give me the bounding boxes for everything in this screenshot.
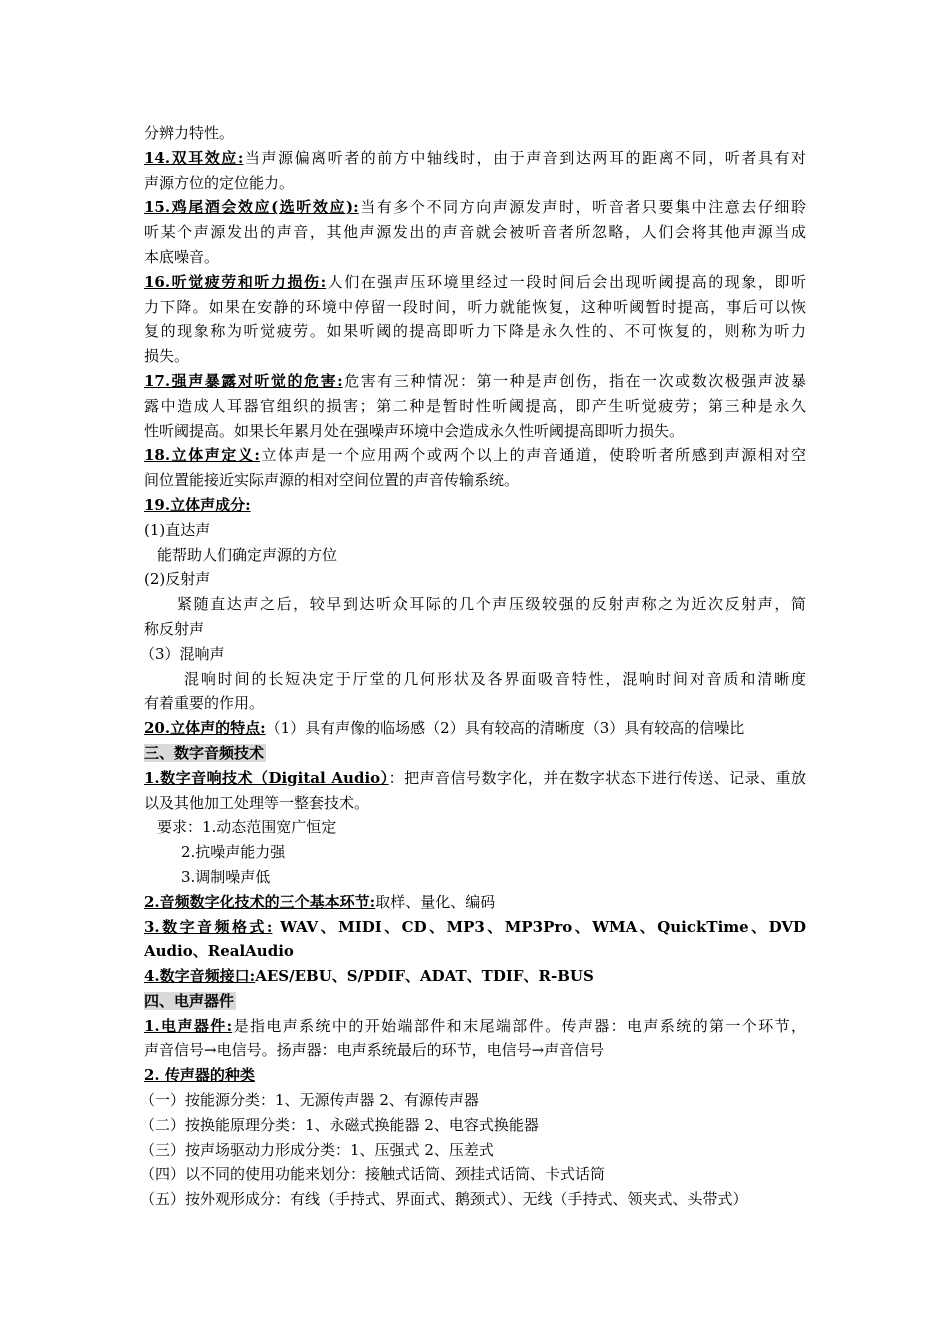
section-title: 四、电声器件 bbox=[144, 991, 235, 1010]
paragraph-stereo-features bbox=[144, 716, 806, 741]
term-definition: 取样、量化、编码 bbox=[375, 892, 496, 911]
term-definition: AES/EBU、S/PDIF、ADAT、TDIF、R-BUS bbox=[255, 967, 594, 986]
list-item: （一）按能源分类：1、无源传声器 2、有源传声器 bbox=[140, 1091, 479, 1110]
list-item: （二）按换能原理分类：1、永磁式换能器 2、电容式换能器 bbox=[140, 1115, 539, 1134]
term-heading: 17.强声暴露对听觉的危害: bbox=[144, 371, 343, 390]
text-line: 力下降。如果在安静的环境中停留一段时间，听力就能恢复，这种听阈暂时提高，事后可以恢 bbox=[144, 297, 806, 316]
term-heading: 3.数字音频格式: bbox=[144, 917, 273, 936]
term-definition: 人们在强声压环境里经过一段时间后会出现听阈提高的现象，即听 bbox=[326, 272, 806, 291]
paragraph-digital-audio-tech bbox=[144, 766, 806, 791]
text-line: 有着重要的作用。 bbox=[144, 694, 265, 713]
term-heading: 1.电声器件: bbox=[144, 1016, 233, 1035]
paragraph-noise-exposure bbox=[144, 369, 806, 394]
term-definition: 危害有三种情况：第一种是声创伤，指在一次或数次极强声波暴 bbox=[342, 371, 806, 390]
term-heading: 16.听觉疲劳和听力损伤: bbox=[144, 272, 327, 291]
text-line: Audio、RealAudio bbox=[144, 942, 294, 961]
term-heading: 15.鸡尾酒会效应(选听效应): bbox=[144, 198, 359, 217]
text-line: 露中造成人耳器官组织的损害；第二种是暂时性听阈提高，即产生听觉疲劳；第三种是永久 bbox=[144, 396, 806, 415]
paragraph-audio-formats bbox=[144, 915, 806, 940]
text-line: 间位置能接近实际声源的相对空间位置的声音传输系统。 bbox=[144, 471, 520, 490]
list-item-detail: 混响时间的长短决定于厅堂的几何形状及各界面吸音特性，混响时间对音质和清晰度 bbox=[184, 669, 806, 688]
term-heading: 2.音频数字化技术的三个基本环节: bbox=[144, 892, 376, 911]
list-item-detail: 能帮助人们确定声源的方位 bbox=[157, 545, 338, 564]
term-definition: （1）具有声像的临场感（2）具有较高的清晰度（3）具有较高的信噪比 bbox=[265, 719, 745, 738]
term-heading: 2. 传声器的种类 bbox=[144, 1066, 255, 1085]
term-definition: 当有多个不同方向声源发声时，听音者只要集中注意去仔细聆 bbox=[358, 198, 806, 217]
paragraph-microphone-types bbox=[144, 1063, 806, 1088]
text-line: 声源方位的定位能力。 bbox=[144, 173, 295, 192]
section-title: 三、数字音频技术 bbox=[144, 743, 265, 762]
text-line: 损失。 bbox=[144, 347, 190, 366]
section-heading-electroacoustic bbox=[144, 989, 806, 1014]
text-line: 声音信号→电信号。扬声器：电声系统最后的环节，电信号→声音信号 bbox=[144, 1041, 605, 1060]
list-item: （3）混响声 bbox=[140, 644, 225, 663]
list-item-detail: 紧随直达声之后，较早到达听众耳际的几个声压级较强的反射声称之为近次反射声，简 bbox=[177, 595, 806, 614]
list-item: (2)反射声 bbox=[144, 570, 211, 589]
term-definition: 立体声是一个应用两个或两个以上的声音通道，使聆听者所感到声源相对空 bbox=[259, 446, 806, 465]
term-heading: 1.数字音响技术（Digital Audio） bbox=[144, 768, 389, 787]
term-definition: WAV、MIDI、CD、MP3、MP3Pro、WMA、QuickTime、DVD bbox=[272, 917, 806, 936]
list-item: （四）以不同的使用功能来划分：接触式话筒、颈挂式话筒、卡式话筒 bbox=[140, 1165, 606, 1184]
text-line: 分辨力特性。 bbox=[144, 124, 235, 142]
list-item: （五）按外观形成分：有线（手持式、界面式、鹅颈式）、无线（手持式、领夹式、头带式） bbox=[140, 1190, 748, 1209]
term-definition: 当声源偏离听者的前方中轴线时，由于声音到达两耳的距离不同，听者具有对 bbox=[243, 148, 806, 167]
paragraph-stereo-definition bbox=[144, 443, 806, 468]
text-line: 复的现象称为听觉疲劳。如果听阈的提高即听力下降是永久性的、不可恢复的，则称为听力 bbox=[144, 322, 806, 341]
term-definition: 是指电声系统中的开始端部件和末尾端部件。传声器：电声系统的第一个环节， bbox=[232, 1016, 806, 1035]
term-heading: 20.立体声的特点: bbox=[144, 719, 266, 738]
term-definition: ：把声音信号数字化，并在数字状态下进行传送、记录、重放 bbox=[388, 768, 806, 787]
text-line: 听某个声源发出的声音，其他声源发出的声音就会被听音者所忽略，人们会将其他声源当成 bbox=[144, 223, 806, 242]
text-line: 性听阈提高。如果长年累月处在强噪声环境中会造成永久性听阈提高即听力损失。 bbox=[144, 421, 685, 440]
list-item: 2.抗噪声能力强 bbox=[181, 843, 286, 862]
term-heading: 19.立体声成分: bbox=[144, 495, 251, 514]
paragraph-cocktail-party-effect bbox=[144, 195, 806, 220]
paragraph-digitization-steps bbox=[144, 890, 806, 915]
term-heading: 18.立体声定义: bbox=[144, 446, 260, 465]
paragraph-audio-interfaces bbox=[144, 964, 806, 989]
paragraph-stereo-components bbox=[144, 493, 806, 518]
list-item: （三）按声场驱动力形成分类：1、压强式 2、压差式 bbox=[140, 1140, 494, 1159]
text-line: 称反射声 bbox=[144, 619, 205, 638]
paragraph-binaural-effect bbox=[144, 146, 806, 171]
list-item: 要求：1.动态范围宽广恒定 bbox=[157, 818, 337, 837]
section-heading-digital-audio bbox=[144, 741, 806, 766]
paragraph-electroacoustic-devices bbox=[144, 1014, 806, 1039]
term-heading: 4.数字音频接口: bbox=[144, 967, 256, 986]
text-line: 本底噪音。 bbox=[144, 247, 220, 266]
term-heading: 14.双耳效应: bbox=[144, 148, 244, 167]
document-body bbox=[140, 121, 806, 1212]
text-line: 以及其他加工处理等一整套技术。 bbox=[144, 793, 370, 812]
list-item: 3.调制噪声低 bbox=[181, 867, 271, 886]
paragraph-hearing-fatigue bbox=[144, 270, 806, 295]
list-item: (1)直达声 bbox=[144, 520, 211, 539]
